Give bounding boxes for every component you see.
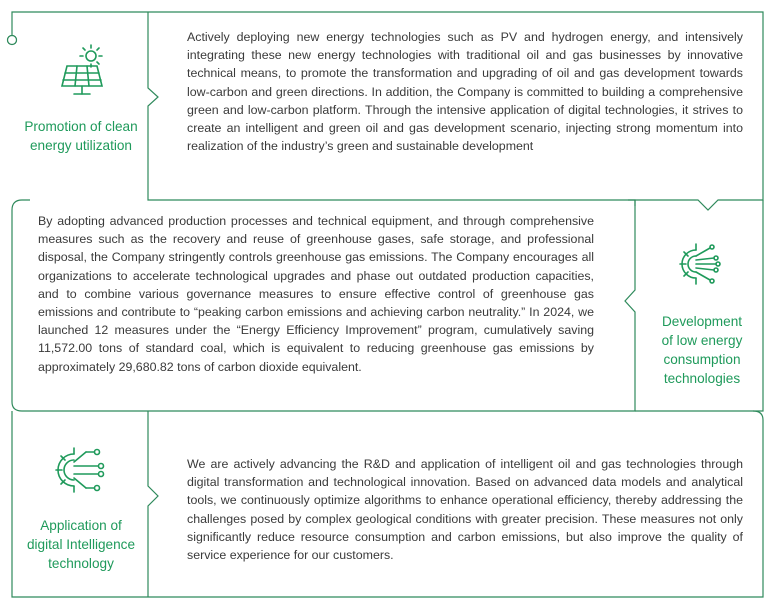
section-body-digital: We are actively advancing the R&D and application of intelligent oil and gas technologies through digital transformation and technological innovation. Based on advanced data models and analytical tools, we continuously optimize algorithms to enhance operational efficiency, thereby addressing the challenges posed by complex geological conditions with greater precision. These measures not only significantly reduce resource consumption and carbon emissions, but also improve the quality of service experience for our customers.	[187, 457, 743, 563]
label-line: Promotion of clean	[24, 119, 138, 134]
label-line: technology	[48, 556, 114, 571]
label-line: Application of	[40, 518, 122, 533]
section-body-clean-energy: Actively deploying new energy technologies such as PV and hydrogen energy, and intensively integrating these new energy technologies with traditional oil and gas businesses by innovative technical means, to promote the transformation and upgrading of oil and gas development towards low-carbon and green directions. In addition, the Company is committed to building a comprehensive green and low-carbon platform. Through the intensive application of digital technologies, it strives to create an intelligent and green oil and gas development scenario, injecting strong momentum into realization of the industry’s green and sustainable development	[187, 30, 743, 154]
digital-gear-icon	[52, 442, 108, 498]
label-line: technologies	[663, 371, 741, 386]
gear-circuit-icon	[674, 238, 722, 290]
label-line: Development	[661, 314, 743, 329]
label-line: of low energy	[661, 333, 743, 348]
section-label-digital	[14, 516, 148, 573]
label-line: consumption	[663, 352, 741, 367]
label-line: energy utilization	[29, 138, 132, 153]
solar-panel-icon	[57, 44, 107, 98]
label-line: digital Intelligence	[26, 537, 136, 552]
section-body-low-energy: By adopting advanced production processes and technical equipment, and through comprehensive measures such as the recovery and reuse of greenhouse gases, safe storage, and professional disposal, the Company stringently controls greenhouse gas emissions. The Company encourages all organizations to accelerate technological upgrades and phase out outdated production capacities, and to combine various governance measures to ensure effective control of greenhouse gas emissions and contribute to “peaking carbon emissions and achieving carbon neutrality.” In 2024, we launched 12 measures under the “Energy Efficiency Improvement” program, cumulatively saving 11,572.00 tons of standard coal, which is equivalent to reducing greenhouse gas emissions by approximately 29,680.82 tons of carbon dioxide equivalent.	[38, 214, 594, 374]
section-label-low-energy	[640, 312, 764, 388]
section-label-clean-energy	[14, 117, 148, 155]
